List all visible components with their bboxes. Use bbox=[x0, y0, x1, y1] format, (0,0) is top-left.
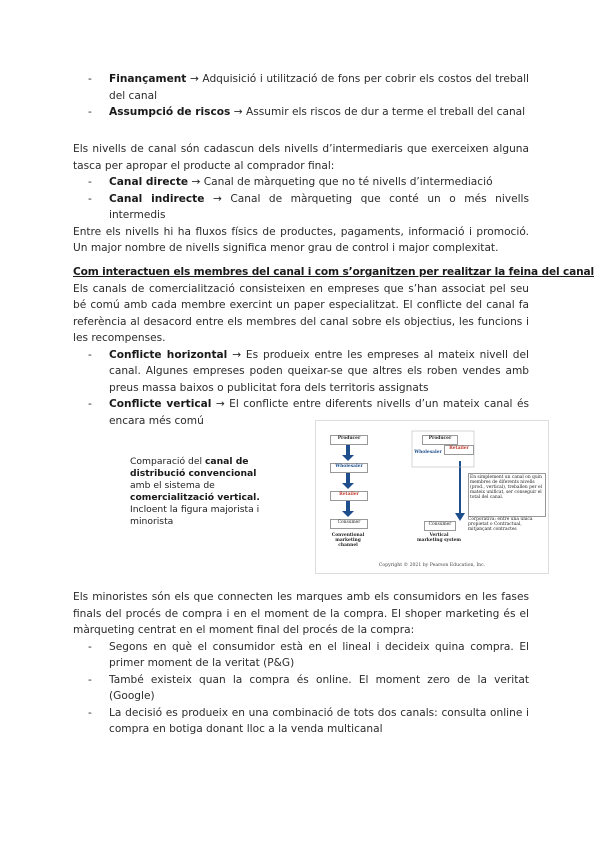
channel-diagram-image bbox=[315, 420, 549, 574]
item-text: → El conflicte entre diferents nivells d’un mateix canal és encara més comú bbox=[109, 398, 529, 427]
list-item: - Segons en què el consumidor està en el lineal i decideix quina compra. El primer moment de la veritat (P&G) bbox=[73, 639, 529, 672]
term: Conflicte horizontal bbox=[109, 348, 228, 361]
term: Canal indirecte bbox=[109, 192, 205, 205]
left-wholesaler-box: Wholesaler bbox=[330, 463, 368, 473]
arrow-shaft bbox=[346, 473, 350, 483]
section-heading: Com interactuen els membres del canal i com s’organitzen per realitzar la feina del canal bbox=[73, 266, 594, 278]
left-retailer-box: Retailer bbox=[330, 491, 368, 501]
arrow-shaft bbox=[346, 445, 350, 455]
term: Assumpció de riscos bbox=[109, 106, 231, 118]
paragraph: Entre els nivells hi ha fluxos físics de productes, pagaments, informació i promoció. Un major nombre de nivells significa menor grau de control i major complexitat. bbox=[73, 225, 529, 254]
arrow-shaft bbox=[459, 461, 461, 513]
right-producer-box: Producer bbox=[422, 435, 458, 445]
caption-text: amb el sistema de bbox=[130, 480, 215, 491]
list-item bbox=[73, 191, 529, 224]
copyright-text: Copyright © 2021 by Pearson Education, Inc. bbox=[378, 563, 486, 568]
left-consumer-box: Consumer bbox=[330, 519, 368, 529]
arrow-shaft bbox=[346, 501, 350, 511]
note-corporate-contractual: Corporativa: entre una única propietat o Contractual, mitjançant contractes bbox=[468, 517, 533, 532]
paragraph: Els canals de comercialització consisteixen en empreses que s’han associat pel seu bé comú amb cada membre exercint un paper especialitzat. El conflicte del canal fa referència al desacord entre els membres del canal sobre els objectius, les funcions i les recompenses. bbox=[73, 282, 529, 344]
caption-text: Incloent la figura majorista i minorista bbox=[130, 504, 260, 527]
arrow-head bbox=[342, 455, 354, 461]
figure-caption bbox=[130, 456, 270, 528]
right-retailer-box: Retailer bbox=[444, 445, 474, 455]
arrow-head bbox=[342, 483, 354, 489]
item-text: → Adquisició i utilització de fons per cobrir els costos del treball del canal bbox=[109, 73, 530, 102]
caption-bold: canal de distribució convencional bbox=[130, 456, 257, 479]
note-vertical-definition: En simplement un canal on quin membres de diferents nivells (prod., vertical), treballen per el mateix unificat, ser conseguir el total del canal. bbox=[468, 473, 546, 517]
right-wholesaler-box: Wholesaler bbox=[413, 450, 443, 458]
list-item bbox=[73, 174, 529, 191]
arrow-head bbox=[455, 513, 465, 521]
paragraph-levels bbox=[73, 141, 529, 257]
right-consumer-box: Consumer bbox=[424, 521, 456, 531]
paragraph: Els nivells de canal són cadascun dels nivells d’intermediaris que exerceixen alguna tasca per apropar el producte al comprador final: bbox=[73, 143, 529, 172]
caption-bold: comercialització vertical. bbox=[130, 492, 260, 503]
list-item bbox=[73, 104, 529, 121]
list-item bbox=[73, 347, 529, 397]
paragraph: Els minoristes són els que connecten les marques amb els consumidors en les fases finals del procés de compra i en el moment de la compra. El shoper marketing és el màrqueting centrat en el moment final del procés de la compra: bbox=[73, 591, 529, 636]
list-financing-risk bbox=[73, 71, 529, 121]
list-item bbox=[73, 71, 529, 104]
section-retailers bbox=[73, 589, 529, 738]
channel-comparison-figure bbox=[128, 420, 543, 573]
item-text: → Es produeix entre les empreses al mateix nivell del canal. Algunes empreses poden queixar-se que altres els roben vendes amb preus massa baixos o publicitat fora dels territoris assignats bbox=[109, 348, 529, 394]
term: Canal directe bbox=[109, 176, 189, 188]
left-producer-box: Producer bbox=[330, 435, 368, 445]
section-channel-members bbox=[73, 264, 594, 429]
term: Conflicte vertical bbox=[109, 398, 212, 410]
item-text: → Canal de màrqueting que no té nivells d’intermediació bbox=[191, 176, 493, 188]
right-channel-label: Vertical marketing system bbox=[416, 533, 462, 543]
list-item: - La decisió es produeix en una combinació de tots dos canals: consulta online i compra en botiga donant lloc a la venda multicanal bbox=[73, 705, 529, 738]
item-text: → Canal de màrqueting que conté un o més nivells intermedis bbox=[109, 192, 530, 221]
caption-text: Comparació del bbox=[130, 456, 205, 467]
item-text: → Assumir els riscos de dur a terme el treball del canal bbox=[233, 106, 526, 118]
list-item: - També existeix quan la compra és online. El moment zero de la veritat (Google) bbox=[73, 672, 529, 705]
term: Finançament bbox=[109, 73, 187, 85]
left-channel-label: Conventional marketing channel bbox=[331, 533, 365, 548]
arrow-head bbox=[342, 511, 354, 517]
